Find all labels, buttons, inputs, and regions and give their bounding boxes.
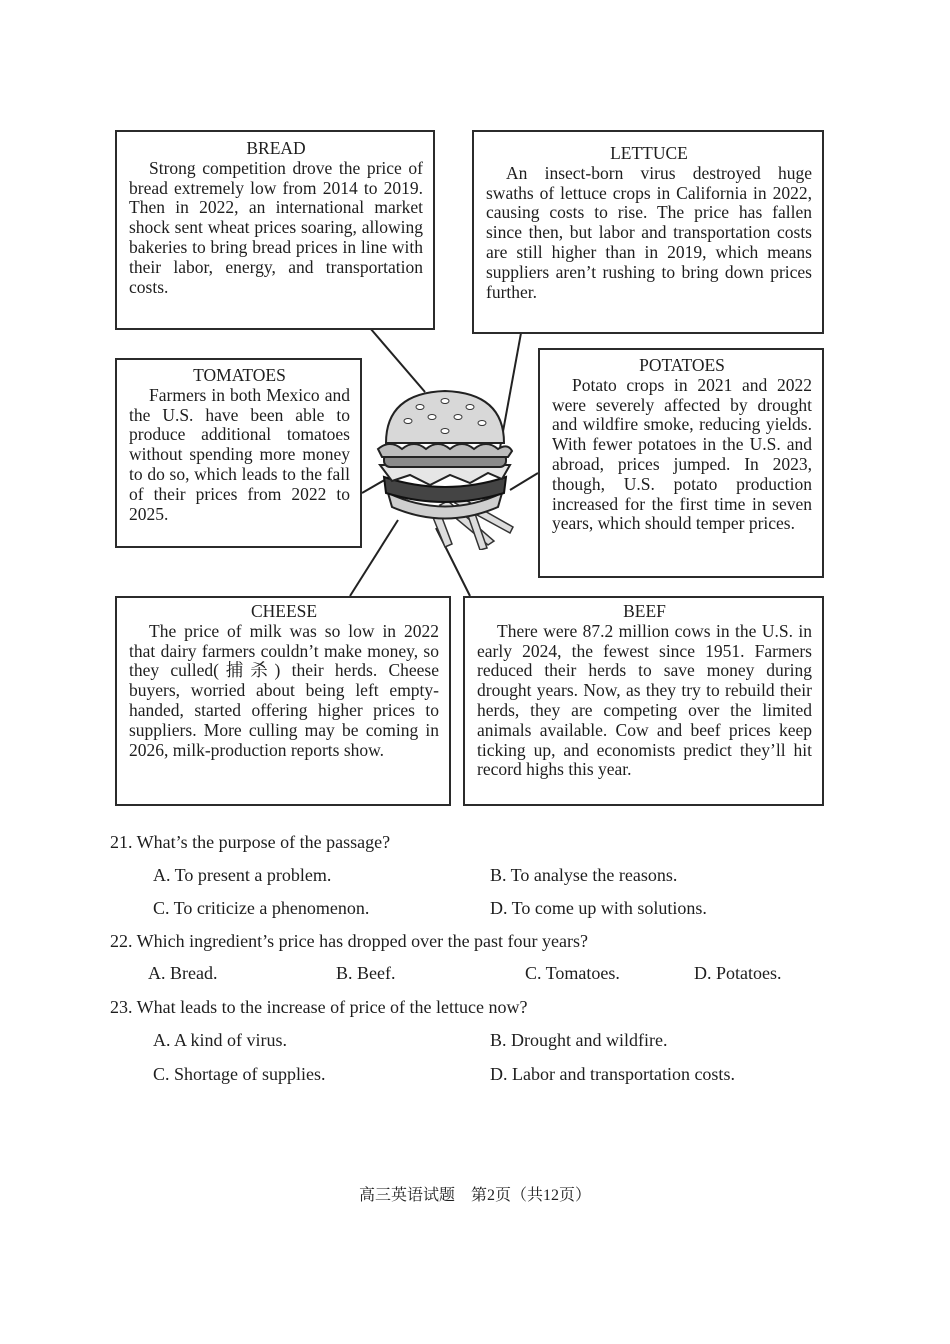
q23-option-c[interactable]: C. Shortage of supplies.: [153, 1064, 326, 1084]
q22-option-c[interactable]: C. Tomatoes.: [525, 963, 620, 983]
q23-option-a[interactable]: A. A kind of virus.: [153, 1030, 288, 1050]
cheese-box: [115, 596, 451, 806]
potatoes-title: POTATOES: [639, 355, 725, 375]
q22-option-a[interactable]: A. Bread.: [148, 963, 218, 983]
tomatoes-text: Farmers in both Mexico and the U.S. have been able to produce additional tomatoes without spending more money to do so, which leads to the fall of their prices from 2022 to 2025.: [129, 384, 350, 524]
beef-box: [463, 596, 824, 806]
q22-option-d[interactable]: D. Potatoes.: [694, 963, 782, 983]
tomatoes-title: TOMATOES: [193, 365, 286, 385]
beef-text: There were 87.2 million cows in the U.S. in early 2024, the fewest since 1951. Farmers reduced their herds to save money during drought years. Now, as they try to rebuild their herds, they are competing over the limited animals available. Cow and beef prices keep ticking up, and economists predict they’ll hit record highs this year.: [477, 620, 812, 780]
q22-option-b[interactable]: B. Beef.: [336, 963, 396, 983]
q21-option-a[interactable]: A. To present a problem.: [153, 865, 332, 885]
question-22: 22. Which ingredient’s price has dropped over the past four years?: [110, 931, 589, 951]
bread-text: Strong competition drove the price of bread extremely low from 2014 to 2019. Then in 2022, an international market shock sent wheat prices soaring, allowing bakeries to bring bread prices in line with their labor, energy, and transportation costs.: [129, 157, 423, 297]
lettuce-box: [472, 130, 824, 334]
q21-option-b[interactable]: B. To analyse the reasons.: [490, 865, 678, 885]
q21-option-d[interactable]: D. To come up with solutions.: [490, 898, 707, 918]
potatoes-text: Potato crops in 2021 and 2022 were severely affected by drought and wildfire smoke, reducing yields. With fewer potatoes in the U.S. and abroad, prices jumped. In 2023, though, U.S. potato production increased for the first time in seven years, which should temper prices.: [552, 374, 812, 534]
bread-box: [115, 130, 435, 330]
page-footer: 高三英语试题 第2页（共12页）: [358, 1187, 591, 1204]
question-23: 23. What leads to the increase of price of the lettuce now?: [110, 997, 528, 1017]
beef-title: BEEF: [623, 601, 666, 621]
cheese-text: The price of milk was so low in 2022 that dairy farmers couldn’t make money, so they culled(捕杀) their herds. Cheese buyers, worried about being left empty-handed, started offering higher prices to suppliers. More culling may be coming in 2026, milk-production reports show.: [129, 620, 439, 760]
lettuce-text: An insect-born virus destroyed huge swaths of lettuce crops in California in 2022, causing costs to rise. The price has fallen since then, but labor and transportation costs are still higher than in 2019, which means suppliers aren’t rushing to bring down prices further.: [486, 162, 812, 302]
lettuce-title: LETTUCE: [610, 143, 688, 163]
q21-option-c[interactable]: C. To criticize a phenomenon.: [153, 898, 370, 918]
q23-option-d[interactable]: D. Labor and transportation costs.: [490, 1064, 735, 1084]
bread-title: BREAD: [246, 138, 306, 158]
burger-illustration: [370, 385, 520, 550]
q23-option-b[interactable]: B. Drought and wildfire.: [490, 1030, 668, 1050]
cheese-title: CHEESE: [250, 601, 318, 621]
potatoes-box: [538, 348, 824, 578]
tomatoes-box: [115, 358, 362, 548]
question-21: 21. What’s the purpose of the passage?: [110, 832, 391, 852]
